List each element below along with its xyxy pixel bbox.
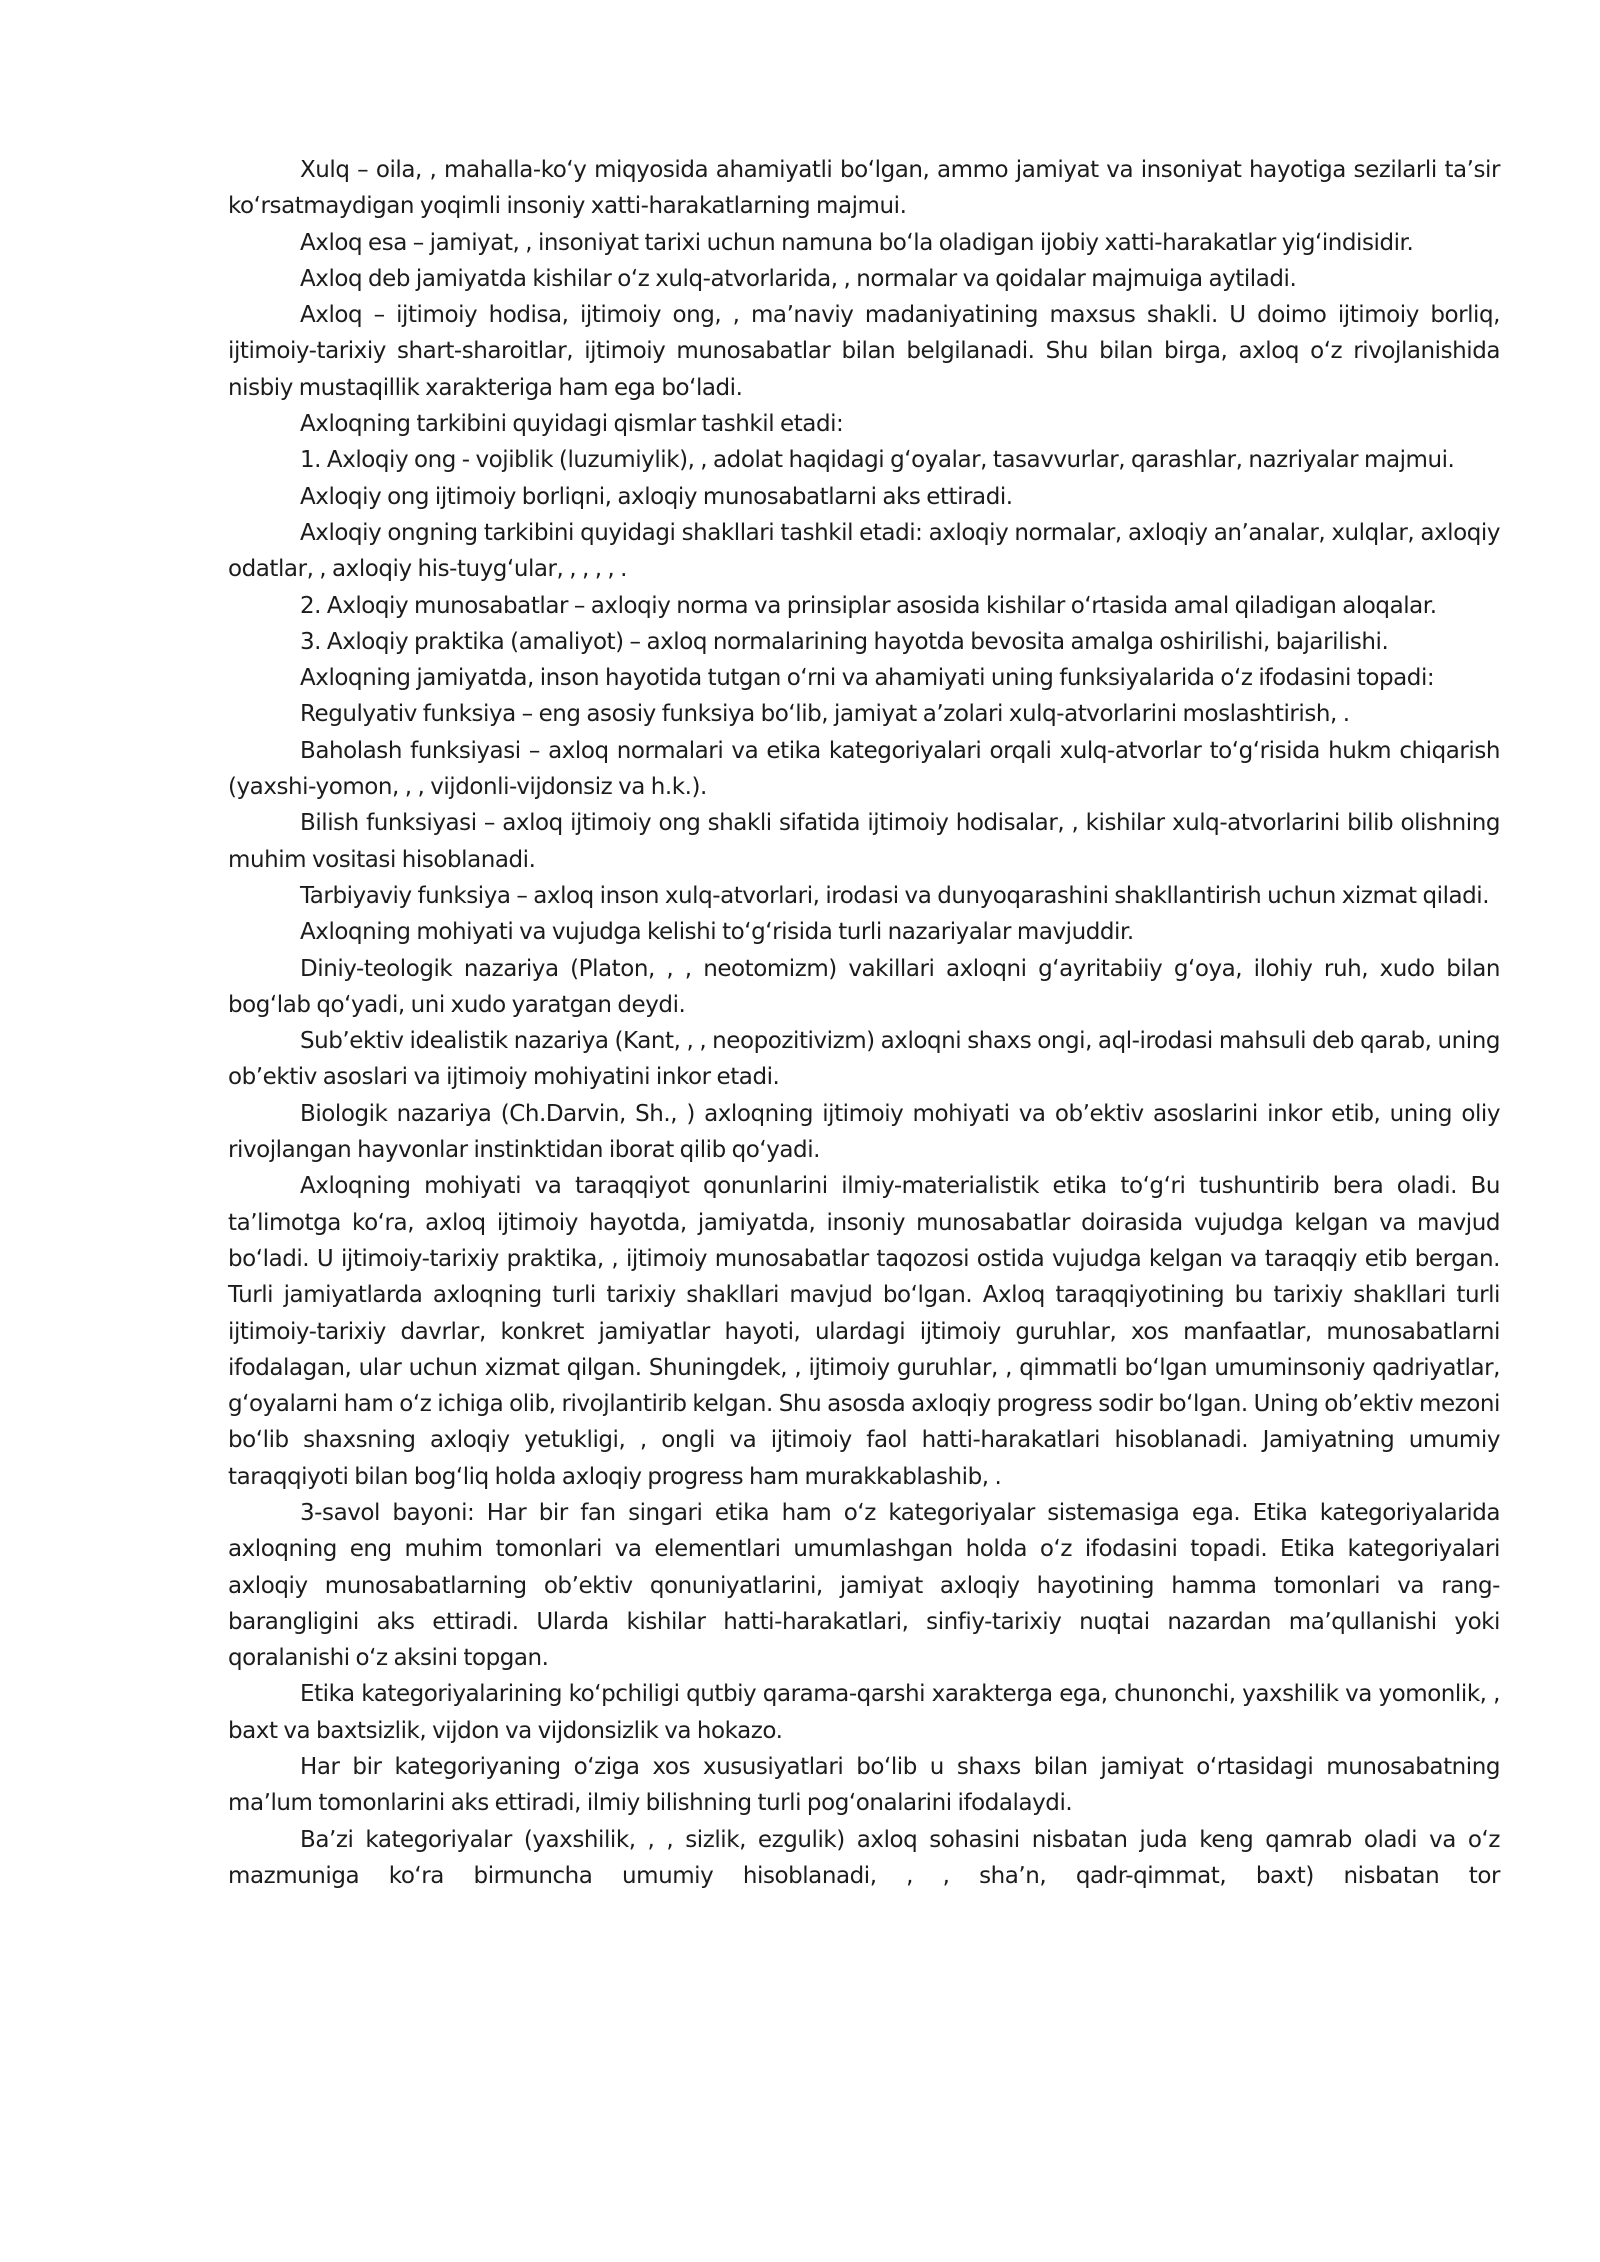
paragraph: Har bir kategoriyaning oʻziga xos xususiyatlari boʻlib u shaxs bilan jamiyat oʻrtasidagi munosabatning maʼlum tomonlarini aks ettiradi, ilmiy bilishning turli pogʻonalarini ifodalaydi. (228, 1754, 1500, 1817)
paragraph: Diniy-teologik nazariya (Platon, , , neotomizm) vakillari axloqni gʻayritabiiy gʻoya, ilohiy ruh, xudo bilan bogʻlab qoʻyadi, uni xudo yaratgan deydi. (228, 955, 1500, 1018)
paragraph: Axloq deb jamiyatda kishilar oʻz xulq-atvorlarida, , normalar va qoidalar majmuiga aytiladi. (300, 265, 1297, 292)
document-body (228, 152, 1500, 1894)
paragraph: Biologik nazariya (Ch.Darvin, Sh., ) axloqning ijtimoiy mohiyati va obʼektiv asoslarini inkor etib, uning oliy rivojlangan hayvonlar instinktidan iborat qilib qoʻyadi. (228, 1100, 1500, 1164)
paragraph: Axloqning jamiyatda, inson hayotida tutgan oʻrni va ahamiyati uning funksiyalarida oʻz ifodasini topadi: (300, 665, 1435, 692)
paragraph: 3. Axloqiy praktika (amaliyot) – axloq normalarining hayotda bevosita amalga oshirilishi, bajarilishi. (300, 628, 1389, 655)
paragraph: Axloqning tarkibini quyidagi qismlar tashkil etadi: (300, 411, 844, 438)
paragraph: 1. Axloqiy ong - vojiblik (luzumiylik), , adolat haqidagi gʻoyalar, tasavvurlar, qarashlar, nazriyalar majmui. (300, 447, 1455, 474)
paragraph: Regulyativ funksiya – eng asosiy funksiya boʻlib, jamiyat aʼzolari xulq-atvorlarini moslashtirish, . (300, 701, 1350, 728)
paragraph: Baʼzi kategoriyalar (yaxshilik, , , sizlik, ezgulik) axloq sohasini nisbatan juda keng qamrab oladi va oʻz mazmuniga koʻra birmuncha umumiy hisoblanadi, , , shaʼn, qadr-qimmat, baxt) nisbatan tor (228, 1826, 1500, 1889)
paragraph: Etika kategoriyalarining koʻpchiligi qutbiy qarama-qarshi xarakterga ega, chunonchi, yaxshilik va yomonlik, , baxt va baxtsizlik, vijdon va vijdonsizlik va hokazo. (228, 1681, 1500, 1744)
paragraph: Bilish funksiyasi – axloq ijtimoiy ong shakli sifatida ijtimoiy hodisalar, , kishilar xulq-atvorlarini bilib olishning muhim vositasi hisoblanadi. (228, 810, 1500, 873)
paragraph: Axloqiy ongning tarkibini quyidagi shakllari tashkil etadi: axloqiy normalar, axloqiy anʼanalar, xulqlar, axloqiy odatlar, , axloqiy his-tuygʻular, , , , , . (228, 519, 1500, 583)
paragraph: Axloqiy ong ijtimoiy borliqni, axloqiy munosabatlarni aks ettiradi. (300, 483, 1013, 510)
paragraph: Baholash funksiyasi – axloq normalari va etika kategoriyalari orqali xulq-atvorlar toʻgʻrisida hukm chiqarish (yaxshi-yomon, , , vijdonli-vijdonsiz va h.k.). (228, 737, 1500, 801)
paragraph: 3-savol bayoni: Har bir fan singari etika ham oʻz kategoriyalar sistemasiga ega. Etika kategoriyalarida axloqning eng muhim tomonlari va elementlari umumlashgan holda oʻz ifodasini topadi. Etika kategoriyalari axloqiy munosabatlarning obʼektiv qonuniyatlarini, jamiyat axloqiy hayotining hamma tomonlari va rang-barangligini aks ettiradi. Ularda kishilar hatti-harakatlari, sinfiy-tarixiy nuqtai nazardan maʼqullanishi yoki qoralanishi oʻz aksini topgan. (228, 1499, 1500, 1672)
paragraph: 2. Axloqiy munosabatlar – axloqiy norma va prinsiplar asosida kishilar oʻrtasida amal qiladigan aloqalar. (300, 592, 1437, 619)
paragraph: Axloq – ijtimoiy hodisa, ijtimoiy ong, , maʼnaviy madaniyatining maxsus shakli. U doimo ijtimoiy borliq, ijtimoiy-tarixiy shart-sharoitlar, ijtimoiy munosabatlar bilan belgilanadi. Shu bilan birga, axloq oʻz rivojlanishida nisbiy mustaqillik xarakteriga ham ega boʻladi. (228, 302, 1500, 401)
paragraph: Tarbiyaviy funksiya – axloq inson xulq-atvorlari, irodasi va dunyoqarashini shakllantirish uchun xizmat qiladi. (300, 882, 1490, 909)
paragraph: Axloq esa – jamiyat, , insoniyat tarixi uchun namuna boʻla oladigan ijobiy xatti-harakatlar yigʻindisidir. (300, 229, 1414, 256)
paragraph: Axloqning mohiyati va vujudga kelishi toʻgʻrisida turli nazariyalar mavjuddir. (300, 919, 1134, 946)
paragraph: Xulq – oila, , mahalla-koʻy miqyosida ahamiyatli boʻlgan, ammo jamiyat va insoniyat hayotiga sezilarli taʼsir koʻrsatmaydigan yoqimli insoniy xatti-harakatlarning majmui. (228, 157, 1500, 220)
paragraph: Axloqning mohiyati va taraqqiyot qonunlarini ilmiy-materialistik etika toʻgʻri tushuntirib bera oladi. Bu taʼlimotga koʻra, axloq ijtimoiy hayotda, jamiyatda, insoniy munosabatlar doirasida vujudga kelgan va mavjud boʻladi. U ijtimoiy-tarixiy praktika, , ijtimoiy munosabatlar taqozosi ostida vujudga kelgan va taraqqiy etib bergan. Turli jamiyatlarda axloqning turli tarixiy shakllari mavjud boʻlgan. Axloq taraqqiyotining bu tarixiy shakllari turli ijtimoiy-tarixiy davrlar, konkret jamiyatlar hayoti, ulardagi ijtimoiy guruhlar, xos manfaatlar, munosabatlarni ifodalagan, ular uchun xizmat qilgan. Shuningdek, , ijtimoiy guruhlar, , qimmatli boʻlgan umuminsoniy qadriyatlar, gʻoyalarni ham oʻz ichiga olib, rivojlantirib kelgan. Shu asosda axloqiy progress sodir boʻlgan. Uning obʼektiv mezoni boʻlib shaxsning axloqiy yetukligi, , ongli va ijtimoiy faol hatti-harakatlari hisoblanadi. Jamiyatning umumiy taraqqiyoti bilan bogʻliq holda axloqiy progress ham murakkablashib, . (228, 1173, 1500, 1490)
paragraph: Subʼektiv idealistik nazariya (Kant, , , neopozitivizm) axloqni shaxs ongi, aql-irodasi mahsuli deb qarab, uning obʼektiv asoslari va ijtimoiy mohiyatini inkor etadi. (228, 1028, 1500, 1091)
